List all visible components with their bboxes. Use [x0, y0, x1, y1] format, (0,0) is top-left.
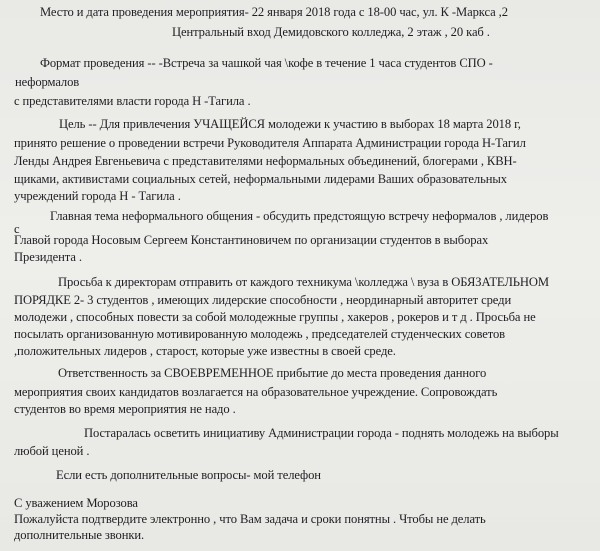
contact-line: Если есть дополнительные вопросы- мой телефон: [56, 468, 321, 482]
request-line-4: посылать организованную мотивированную молодежь , председателей студенческих советов: [14, 327, 505, 341]
responsibility-line-3: студентов во время мероприятия не надо .: [14, 402, 236, 416]
goal-line-5: учреждений города Н - Тагила .: [14, 189, 181, 203]
responsibility-line-2: мероприятия своих кандидатов возлагается на образовательное учреждение. Сопровождать: [14, 385, 498, 399]
request-line-5: ,положительных лидеров , старост, которые уже известны в своей среде.: [14, 344, 396, 358]
initiative-line-1: Постаралась осветить инициативу Администрации города - поднять молодежь на выборы: [84, 426, 559, 440]
goal-line-3: Ленды Андрея Евгеньевича с представителями неформальных объединений, блогерами , КВН-: [14, 154, 517, 168]
request-line-3: молодежи , способных повести за собой молодежные группы , хакеров , рокеров и т д . Просьба не: [14, 310, 536, 324]
responsibility-line-1: Ответственность за СВОЕВРЕМЕННОЕ прибытие до места проведения данного: [58, 366, 487, 380]
signature-line: С уважением Морозова: [14, 496, 138, 510]
topic-line-4: Президента .: [14, 250, 82, 264]
venue-line-2: Центральный вход Демидовского колледжа, 2 этаж , 20 каб .: [172, 25, 490, 39]
format-line-3: с представителями власти города Н -Тагила .: [14, 94, 251, 108]
topic-line-2: с: [14, 222, 20, 236]
format-line-2: неформалов: [15, 75, 80, 89]
closing-line-3: дополнительные звонки.: [14, 528, 145, 542]
topic-line-1: Главная тема неформального общения - обсудить предстоящую встречу неформалов , лидеров: [50, 209, 549, 223]
venue-line-1: Место и дата проведения мероприятия- 22 января 2018 года с 18-00 час, ул. К -Маркса ,2: [40, 5, 508, 19]
goal-line-4: щиками, активистами социальных сетей, неформальными лидерами Ваших образовательных: [14, 172, 507, 186]
initiative-line-2: любой ценой .: [14, 444, 90, 458]
closing-line-2: Пожалуйста подтвердите электронно , что Вам задача и сроки понятны . Чтобы не делать: [14, 512, 486, 526]
topic-line-3: Главой города Носовым Сергеем Константиновичем по организации студентов в выборах: [14, 233, 489, 247]
goal-line-2: принято решение о проведении встречи Руководителя Аппарата Администрации города Н-Тагил: [14, 136, 526, 150]
request-line-2: ПОРЯДКЕ 2- 3 студентов , имеющих лидерские способности , неординарный авторитет среди: [14, 293, 512, 307]
format-line-1: Формат проведения -- -Встреча за чашкой чая \кофе в течение 1 часа студентов СПО -: [40, 56, 493, 70]
goal-line-1: Цель -- Для привлечения УЧАЩЕЙСЯ молодежи к участию в выборах 18 марта 2018 г,: [59, 117, 521, 131]
request-line-1: Просьба к директорам отправить от каждого техникума \колледжа \ вуза в ОБЯЗАТЕЛЬНОМ: [58, 275, 550, 289]
